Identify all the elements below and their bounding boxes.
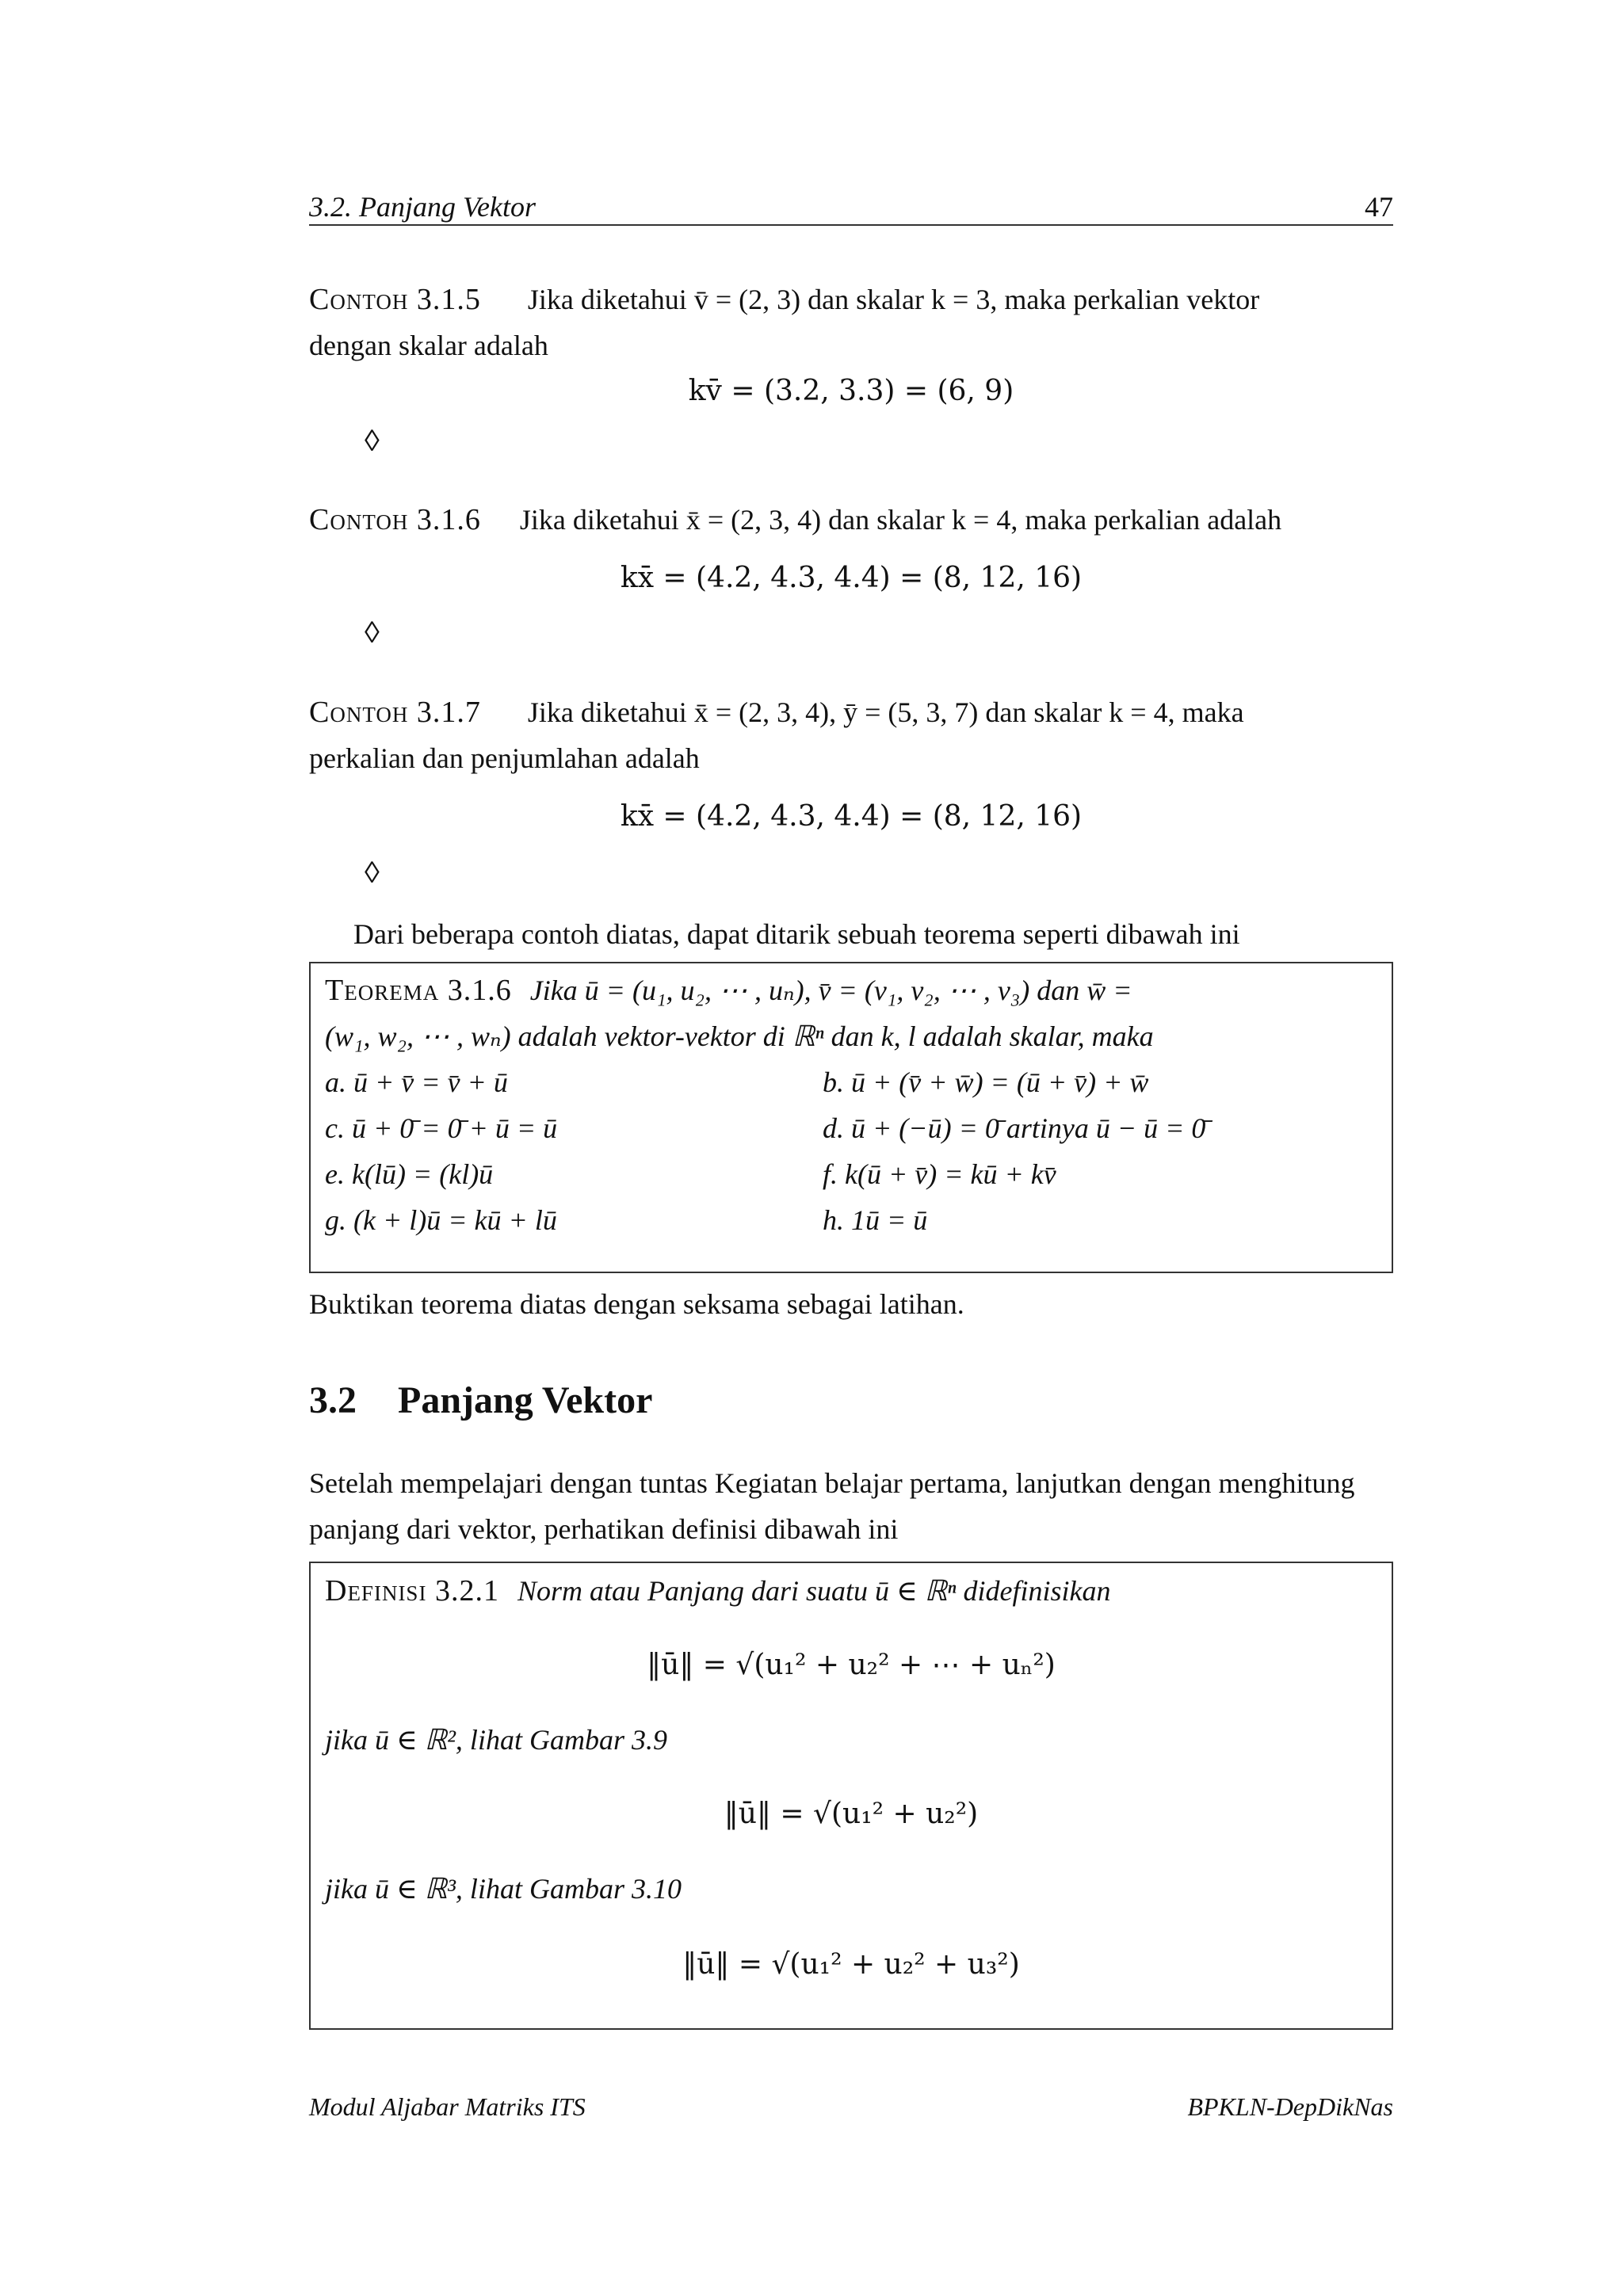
- contoh-317-line2: perkalian dan penjumlahan adalah: [309, 742, 700, 774]
- definition-label: Definisi 3.2.1: [325, 1574, 499, 1608]
- page-number: 47: [1365, 191, 1393, 223]
- contoh-317-line1: [309, 689, 1393, 735]
- contoh-316-text: Jika diketahui x̄ = (2, 3, 4) dan skalar k = 4, maka perkalian adalah: [519, 504, 1282, 536]
- theorem-item-h: h. 1ū = ū: [823, 1204, 928, 1236]
- definition-line1: [325, 1568, 1379, 1614]
- theorem-item-e: e. k(lū) = (kl)ū: [325, 1158, 494, 1190]
- contoh-315-label: Contoh 3.1.5: [309, 283, 481, 316]
- contoh-315-end-mark: ◊: [365, 425, 380, 458]
- theorem-intro-text: Dari beberapa contoh diatas, dapat ditarik sebuah teorema seperti dibawah ini: [353, 918, 1240, 950]
- contoh-315-line2: dengan skalar adalah: [309, 330, 548, 361]
- section-heading: [309, 1379, 652, 1422]
- contoh-315-equation: kv̄ = (3.2, 3.3) = (6, 9): [688, 375, 1014, 407]
- contoh-317-text: Jika diketahui x̄ = (2, 3, 4), ȳ = (5, 3, 7) dan skalar k = 4, maka: [527, 696, 1244, 728]
- section-number: 3.2: [309, 1379, 357, 1421]
- contoh-316-label: Contoh 3.1.6: [309, 503, 481, 536]
- theorem-line2: (w₁, w₂, ⋯ , wₙ) adalah vektor-vektor di ℝⁿ dan k, l adalah skalar, maka: [325, 1020, 1154, 1052]
- contoh-317-end-mark: ◊: [365, 856, 380, 890]
- section-intro-line2: panjang dari vektor, perhatikan definisi dibawah ini: [309, 1513, 899, 1545]
- contoh-315-line1: [309, 277, 1393, 322]
- contoh-316-end-mark: ◊: [365, 616, 380, 650]
- theorem-item-c: c. ū + 0̄ = 0̄ + ū = ū: [325, 1112, 558, 1144]
- definition-box: [309, 1562, 1393, 2030]
- contoh-316-line1: [309, 497, 1393, 543]
- definition-equation-r2: ‖ū‖ = √(u₁² + u₂²): [724, 1798, 979, 1830]
- definition-text: Norm atau Panjang dari suatu ū ∈ ℝⁿ didefinisikan: [517, 1575, 1111, 1607]
- exercise-text: Buktikan teorema diatas dengan seksama sebagai latihan.: [309, 1288, 964, 1320]
- theorem-label: Teorema 3.1.6: [325, 974, 512, 1007]
- definition-condition-r3: jika ū ∈ ℝ³, lihat Gambar 3.10: [325, 1873, 682, 1905]
- footer-right: BPKLN-DepDikNas: [1187, 2092, 1393, 2121]
- contoh-316-equation: kx̄ = (4.2, 4.3, 4.4) = (8, 12, 16): [620, 562, 1083, 594]
- definition-condition-r2: jika ū ∈ ℝ², lihat Gambar 3.9: [325, 1724, 667, 1756]
- section-title: Panjang Vektor: [398, 1379, 653, 1421]
- theorem-item-g: g. (k + l)ū = kū + lū: [325, 1204, 557, 1236]
- theorem-box: [309, 962, 1393, 1273]
- theorem-item-f: f. k(ū + v̄) = kū + kv̄: [823, 1158, 1056, 1190]
- header-rule: [309, 224, 1393, 226]
- definition-equation-r3: ‖ū‖ = √(u₁² + u₂² + u₃²): [682, 1948, 1020, 1981]
- theorem-line1: [325, 967, 1379, 1013]
- definition-equation-general: ‖ū‖ = √(u₁² + u₂² + ⋯ + uₙ²): [647, 1649, 1056, 1681]
- theorem-item-d: d. ū + (−ū) = 0̄ artinya ū − ū = 0̄: [823, 1112, 1206, 1144]
- contoh-317-label: Contoh 3.1.7: [309, 696, 481, 729]
- theorem-item-b: b. ū + (v̄ + w̄) = (ū + v̄) + w̄: [823, 1066, 1149, 1098]
- running-header-section: 3.2. Panjang Vektor: [309, 191, 536, 223]
- theorem-text: Jika ū = (u₁, u₂, ⋯ , uₙ), v̄ = (v₁, v₂, ⋯ , v₃) dan w̄ =: [529, 974, 1132, 1006]
- contoh-317-equation: kx̄ = (4.2, 4.3, 4.4) = (8, 12, 16): [620, 800, 1083, 833]
- section-intro-line1: Setelah mempelajari dengan tuntas Kegiatan belajar pertama, lanjutkan dengan menghitung: [309, 1467, 1355, 1499]
- footer-left: Modul Aljabar Matriks ITS: [309, 2092, 586, 2121]
- theorem-item-a: a. ū + v̄ = v̄ + ū: [325, 1066, 508, 1098]
- contoh-315-text: Jika diketahui v̄ = (2, 3) dan skalar k = 3, maka perkalian vektor: [527, 284, 1260, 315]
